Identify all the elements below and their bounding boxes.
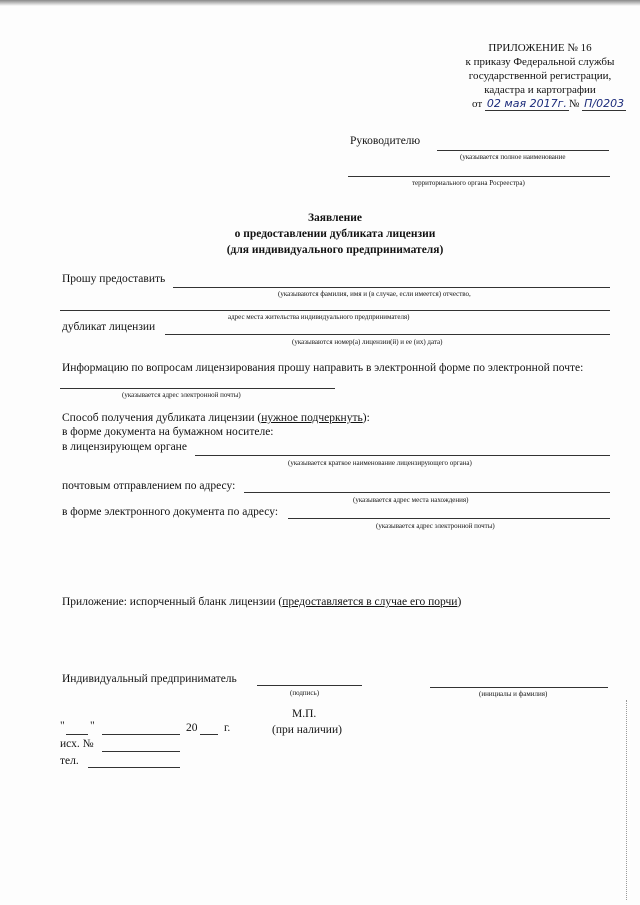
method-electronic[interactable]: в форме электронного документа по адресу: <box>62 506 279 518</box>
scan-edge-top <box>0 0 640 6</box>
initials-line[interactable] <box>430 687 608 688</box>
appendix-line-4: кадастра и картографии <box>484 84 596 96</box>
phone-line[interactable] <box>88 767 180 768</box>
request-address-line[interactable] <box>60 310 610 311</box>
appendix-line-2: к приказу Федеральной службы <box>465 56 615 68</box>
method-caption-1: (указывается краткое наименование лицензирующего органа) <box>288 459 472 467</box>
addressee-line-1[interactable] <box>437 150 609 151</box>
request-caption-1: (указываются фамилия, имя и (в случае, если имеется) отчество, <box>278 290 471 298</box>
method-mail[interactable]: почтовым отправлением по адресу: <box>62 480 236 492</box>
appendix-line-3: государственной регистрации, <box>468 70 612 82</box>
request-name-line[interactable] <box>173 287 610 288</box>
outgoing-number-line[interactable] <box>102 751 180 752</box>
signature-line[interactable] <box>257 685 362 686</box>
method-in-office[interactable]: в лицензирующем органе <box>62 441 187 453</box>
signature-label: Индивидуальный предприниматель <box>62 673 237 685</box>
scan-edge-right <box>626 700 631 900</box>
appendix-date-prefix: от <box>472 98 483 110</box>
appendix-date-handwritten: 02 мая 2017г. <box>486 97 567 110</box>
info-caption: (указывается адрес электронной почты) <box>122 391 241 399</box>
addressee-caption-2: территориального органа Росреестра) <box>412 179 525 187</box>
attachment-prefix: Приложение: испорченный бланк лицензии ( <box>62 596 283 608</box>
office-line[interactable] <box>195 455 610 456</box>
addressee-label: Руководителю <box>350 135 421 147</box>
attachment-note: предоставляется в случае его порчи <box>282 596 458 608</box>
attachment-end: ) <box>457 596 462 608</box>
initials-caption: (инициалы и фамилия) <box>479 690 548 698</box>
mail-address-line[interactable] <box>244 492 610 493</box>
appendix-date-row <box>472 97 626 110</box>
electronic-address-line[interactable] <box>288 518 610 519</box>
phone-label: тел. <box>60 755 79 767</box>
appendix-num-sign: № <box>568 98 580 110</box>
date-quote-close: " <box>90 720 95 732</box>
method-heading <box>62 412 370 424</box>
seal-label: М.П. <box>292 708 317 720</box>
info-text: Информацию по вопросам лицензирования прошу направить в электронной форме по электронной почте: <box>62 362 584 374</box>
date-year-suffix: г. <box>224 722 231 734</box>
method-caption-3: (указывается адрес электронной почты) <box>376 522 495 530</box>
signature-caption: (подпись) <box>290 689 320 697</box>
request-caption-2: адрес места жительства индивидуального предпринимателя) <box>228 313 410 321</box>
document-subtitle-2: (для индивидуального предпринимателя) <box>226 244 444 256</box>
date-month-line[interactable] <box>102 734 180 735</box>
date-day-line[interactable] <box>66 734 88 735</box>
document-title: Заявление <box>307 212 362 224</box>
document-subtitle-1: о предоставлении дубликата лицензии <box>234 228 436 240</box>
appendix-title: ПРИЛОЖЕНИЕ № 16 <box>488 42 592 54</box>
date-year-prefix: 20 <box>186 722 198 734</box>
duplicate-license-line[interactable] <box>165 334 610 335</box>
date-year-line[interactable] <box>200 734 218 735</box>
appendix-number-handwritten: П/0203 <box>584 97 625 110</box>
seal-note: (при наличии) <box>272 724 342 736</box>
method-choose-hint: нужное подчеркнуть <box>261 412 363 424</box>
addressee-caption-1: (указывается полное наименование <box>460 153 566 161</box>
addressee-line-2[interactable] <box>348 176 610 177</box>
duplicate-label: дубликат лицензии <box>62 321 156 333</box>
request-label: Прошу предоставить <box>62 273 166 285</box>
outgoing-number-label: исх. № <box>60 738 94 750</box>
method-caption-2: (указывается адрес места нахождения) <box>353 496 469 504</box>
method-paper: в форме документа на бумажном носителе: <box>62 426 274 438</box>
attachment-text <box>62 596 461 608</box>
method-heading-text: Способ получения дубликата лицензии ( <box>62 412 262 424</box>
request-caption-3: (указываются номер(а) лицензии(й) и ее (их) дата) <box>292 338 443 346</box>
date-quote-open: " <box>60 720 65 732</box>
method-heading-end: ): <box>362 412 370 424</box>
email-line[interactable] <box>60 388 335 389</box>
